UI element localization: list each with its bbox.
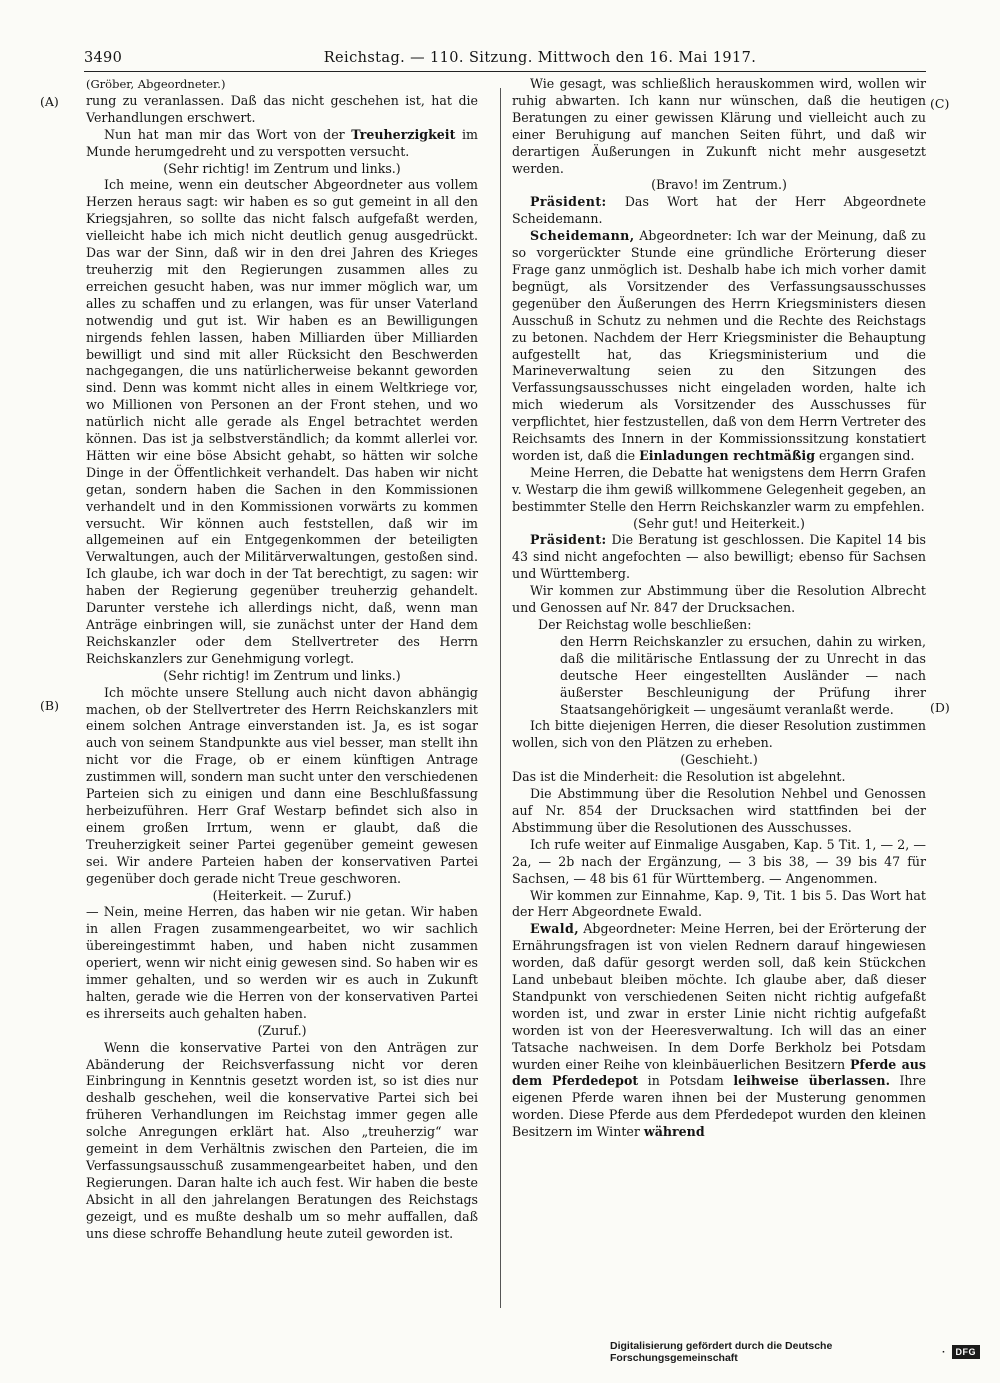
paragraph: Wenn die konservative Partei von den Anträgen zur Abänderung der Reichsverfassung nicht vor deren Einbringung in Kenntnis gesetzt worden ist, so ist dies nur deshalb geschehen, weil die konservative Partei sich bei früheren Verhandlungen im Reichstag immer gegen alle solche Anregungen erklärt hat. Also „treuherzig“ war gemeint in dem Verhältnis zwischen den Parteien, die im Verfassungsausschuß zusammengearbeitet haben, und den Regierungen. Daran halte ich auch fest. Wir haben die beste Absicht in all den jahrelangen Beratungen des Reichstags gezeigt, und es mußte deshalb um so mehr auffallen, daß uns diese schroffe Behandlung heute zuteil geworden ist. — [86, 1039, 478, 1241]
paragraph: Ich bitte diejenigen Herren, die dieser Resolution zustimmen wollen, sich von den Plätzen zu erheben. — [512, 718, 926, 751]
interjection: (Sehr richtig! im Zentrum und links.) — [163, 667, 401, 683]
margin-marker-b: (B) — [40, 698, 59, 713]
interjection: (Zuruf.) — [257, 1022, 307, 1038]
paragraph: Nun hat man mir das Wort von der Treuherzigkeit im Munde herumgedreht und zu verspotten versucht. — [86, 126, 478, 159]
interjection: (Sehr gut! und Heiterkeit.) — [633, 515, 805, 531]
margin-marker-c: (C) — [930, 96, 950, 111]
interjection: (Geschieht.) — [680, 752, 758, 768]
paragraph: Ich rufe weiter auf Einmalige Ausgaben, Kap. 5 Tit. 1, — 2, — 2a, — 2b nach der Ergänzung, — 3 bis 38, — 39 bis 47 für Sachsen, — 48 bis 61 für Württemberg. — Angenommen. — [512, 836, 926, 886]
paragraph: Die Abstimmung über die Resolution Nehbel und Genossen auf Nr. 854 der Drucksachen wird stattfinden bei der Abstimmung über die Resolutionen des Ausschusses. — [512, 786, 926, 835]
paragraph: Wir kommen zur Einnahme, Kap. 9, Tit. 1 bis 5. Das Wort hat der Herr Abgeordnete Ewald. — [512, 887, 926, 920]
separator-dot: · — [942, 1346, 946, 1358]
margin-marker-a: (A) — [40, 94, 59, 109]
emphasis: leihweise überlassen. — [733, 1073, 890, 1089]
interjection: (Sehr richtig! im Zentrum und links.) — [163, 160, 401, 176]
header-rule — [84, 71, 926, 72]
right-column — [512, 76, 926, 1141]
running-title: Reichstag. — 110. Sitzung. Mittwoch den 16. Mai 1917. — [323, 50, 757, 66]
page-header — [84, 50, 926, 72]
credit-text: Digitalisierung gefördert durch die Deutsche Forschungsgemeinschaft — [610, 1340, 833, 1364]
speaker-reference: (Gröber, Abgeordneter.) — [86, 77, 226, 91]
speech-entry: Scheidemann, Abgeordneter: Ich war der Meinung, daß zu so vorgerückter Stunde eine gründliche Erörterung dieser Frage ganz unmöglich ist. Deshalb habe ich mich vorher damit begnügt, als Vorsitzender des Verfassungsausschusses gegenüber den Äußerungen des Herrn Kriegsministers diesen Ausschuß in Schutz zu nehmen und die Rechte des Reichstags zu betonen. Nachdem der Herr Kriegsminister die Behauptung aufgestellt hat, das Kriegsministerium und die Marineverwaltung seien zu den Sitzungen des Verfassungsausschusses nicht eingeladen worden, halte ich mich wiederum als Vorsitzender des Ausschusses für verpflichtet, hier festzustellen, daß von dem Herrn Vertreter des Reichsamts des Innern in der Kommissionssitzung konstatiert worden ist, daß die Einladungen rechtmäßig ergangen sind. — [512, 228, 926, 463]
page-number: 3490 — [84, 50, 123, 66]
column-divider — [500, 88, 501, 1308]
paragraph: Meine Herren, die Debatte hat wenigstens dem Herrn Grafen v. Westarp die ihm gewiß willkommene Gelegenheit gegeben, an bestimmter Stelle den Herrn Reichskanzler warm zu empfehlen. — [512, 464, 926, 514]
speaker-name: Ewald, — [530, 921, 579, 937]
speaker-name: Präsident: — [530, 532, 607, 548]
resolution-heading: Der Reichstag wolle beschließen: — [538, 617, 752, 632]
emphasis: Pferde aus dem Pferdedepot — [512, 1056, 926, 1089]
interjection: (Bravo! im Zentrum.) — [651, 177, 787, 193]
dfg-logo: DFG — [952, 1345, 981, 1359]
emphasis: Treuherzigkeit — [351, 126, 456, 142]
interjection: (Heiterkeit. — Zuruf.) — [212, 887, 352, 903]
paragraph: Das ist die Minderheit: die Resolution ist abgelehnt. — [512, 769, 846, 785]
speaker-name: Präsident: — [530, 194, 607, 210]
resolution-text: den Herrn Reichskanzler zu ersuchen, dahin zu wirken, daß die militärische Entlassung der zu Unrecht in das deutsche Heer eingestellten Ausländer — nach äußerster Beschleunigung der Prüfung ihrer Staatsangehörigkeit — ungesäumt veranlaßt werde. — [560, 633, 926, 717]
paragraph: Ich möchte unsere Stellung auch nicht davon abhängig machen, ob der Stellvertreter des Herrn Reichskanzlers mit einem solchen Antrage einverstanden ist. Ja, es ist sogar auch von seinem Standpunkte aus viel besser, man stellt ihn nicht vor die Frage, ob er einem künftigen Antrage zustimmen will, sondern man sucht unter den verschiedenen Parteien sich zu einigen und dann eine Beschlußfassung herbeizuführen. Herr Graf Westarp befindet sich also in einem großen Irrtum, wenn er glaubt, daß die Treuherzigkeit seiner Partei gegenüber gemeint gewesen sei. Wir andere Parteien haben der konservativen Partei gegenüber doch gerade nicht Treue geschworen. — [86, 684, 478, 886]
speech-entry: Ewald, Abgeordneter: Meine Herren, bei der Erörterung der Ernährungsfragen ist von vielen Rednern darauf hingewiesen worden, daß dafür gesorgt werden soll, daß kein Stückchen Land unbebaut bleiben möchte. Ich glaube aber, daß dieser Standpunkt von verschiedenen Seiten nicht richtig aufgefaßt worden ist, und zwar in erster Linie nicht richtig aufgefaßt worden ist von der Heeresverwaltung. Ich will das an einer Tatsache nachweisen. In dem Dorfe Berkholz bei Potsdam wurden einer Reihe von kleinbäuerlichen Besitzern Pferde aus dem Pferdedepot in Potsdam leihweise überlassen. Ihre eigenen Pferde waren ihnen bei der Musterung genommen worden. Diese Pferde aus dem Pferdedepot wurden den kleinen Besitzern im Winter während — [512, 921, 926, 1140]
emphasis: Einladungen rechtmäßig — [639, 447, 816, 463]
left-column — [86, 76, 478, 1243]
emphasis: während — [643, 1124, 705, 1140]
digitization-credit — [610, 1340, 980, 1364]
margin-marker-d: (D) — [930, 700, 950, 715]
speech-entry: Präsident: Das Wort hat der Herr Abgeordnete Scheidemann. — [512, 194, 926, 227]
speech-entry: Präsident: Die Beratung ist geschlossen. Die Kapitel 14 bis 43 sind nicht angefochten — also bewilligt; ebenso für Sachsen und Württemberg. — [512, 532, 926, 582]
paragraph: Wir kommen zur Abstimmung über die Resolution Albrecht und Genossen auf Nr. 847 der Drucksachen. — [512, 583, 926, 616]
paragraph: Wie gesagt, was schließlich herauskommen wird, wollen wir ruhig abwarten. Ich kann nur wünschen, daß die heutigen Beratungen zu einer gewissen Klärung und vielleicht auch zu einer Beruhigung auf manchen Seiten führt, und daß wir derartigen Äußerungen in Zukunft nicht mehr ausgesetzt werden. — [512, 76, 926, 176]
paragraph: — Nein, meine Herren, das haben wir nie getan. Wir haben in allen Fragen zusammengearbeitet, wo wir sachlich übereingestimmt haben, und haben nicht zusammen operiert, wenn wir nicht einig gewesen sind. So haben wir es immer gehalten, und so werden wir es auch in Zukunft halten, gerade wie die Herren von der konservativen Partei es ihrerseits auch gehalten haben. — [86, 904, 478, 1021]
paragraph: rung zu veranlassen. Daß das nicht geschehen ist, hat die Verhandlungen erschwert. — [86, 92, 478, 125]
speaker-name: Scheidemann, — [530, 228, 635, 244]
paragraph: Ich meine, wenn ein deutscher Abgeordneter aus vollem Herzen heraus sagt: wir haben es so gut gemeint in all den Kriegsjahren, so sollte das nicht falsch aufgefaßt werden, vielleicht habe ich mich nicht deutlich genug ausgedrückt. Das war der Sinn, daß wir in den drei Jahren des Krieges treuherzig mit den Regierungen zusammen alles zu erreichen gesucht haben, was nur immer möglich war, um alles zu schaffen und zu erlangen, was für unser Vaterland notwendig und gut ist. Wir haben es an Bewilligungen nirgends fehlen lassen, haben Milliarden über Milliarden bewilligt und sind mit aller Rücksicht den Beschwerden nachgegangen, die uns natürlicherweise bekannt geworden sind. Denn was kommt nicht alles in einem Weltkriege vor, wo Millionen von Personen an der Front stehen, und wo natürlich nicht alle gerade als Engel betrachtet werden können. Das ist ja selbstverständlich; da kommt allerlei vor. Hätten wir eine böse Absicht gehabt, so hätten wir solche Dinge in der Öffentlichkeit verhandelt. Das haben wir nicht getan, sondern haben die Sachen in den Kommissionen verhandelt und in den Kommissionen vorwärts zu kommen versucht. Wir können auch feststellen, daß wir im allgemeinen auf ein Entgegenkommen der beteiligten Verwaltungen, auch der Militärverwaltungen, gestoßen sind. Ich glaube, ich war doch in der Tat berechtigt, zu sagen: wir haben der Regierung gegenüber treuherzig gehandelt. Darunter verstehe ich allerdings nicht, daß, wenn man Anträge einbringen will, sie zunächst unter der Hand dem Reichskanzler oder dem Stellvertreter des Herrn Reichskanzlers zur Genehmigung vorlegt. — [86, 177, 478, 666]
